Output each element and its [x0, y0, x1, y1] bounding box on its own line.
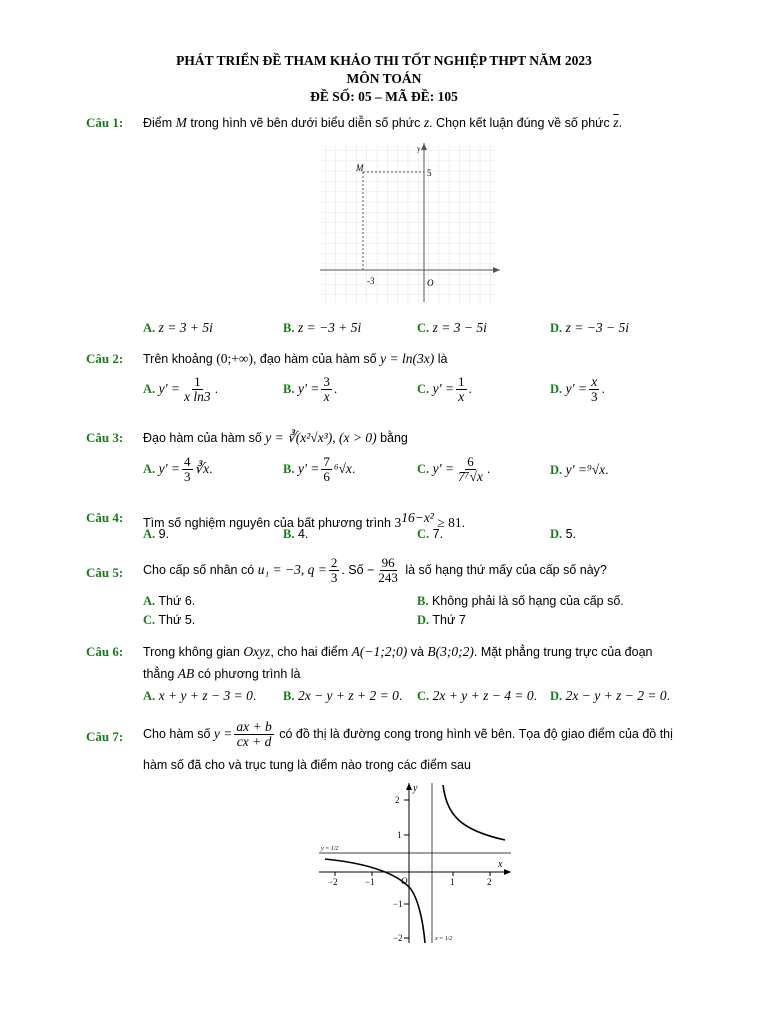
option-letter: A. — [143, 461, 156, 476]
q3-option-d[interactable]: D. y' =⁹√x. — [550, 462, 609, 477]
q7-x-tick-1: 1 — [450, 877, 455, 887]
q2-option-d[interactable]: D. y' = $\frac{x}{3}$ . — [550, 374, 605, 404]
q5-s-den: 243 — [378, 570, 398, 585]
option-letter: D. — [550, 381, 563, 396]
q2-option-b[interactable]: B. y' = $\frac{3}{x}$ . — [283, 374, 338, 404]
q5-s-num: 96 — [381, 555, 395, 570]
q7-origin-label: O — [401, 876, 408, 886]
q7-x-tick-2: 2 — [487, 877, 492, 887]
frac-num: 7 — [323, 454, 330, 469]
q6-option-b[interactable]: B. 2x − y + z + 2 = 0. — [283, 688, 403, 703]
q7-y-axis-label: y — [413, 783, 418, 794]
question-2-text — [143, 351, 447, 367]
frac-den: x — [458, 389, 465, 404]
option-letter: D. — [550, 527, 563, 541]
option-rest: ⁹√x — [587, 462, 606, 477]
frac-den: 6 — [323, 469, 330, 484]
q1-y-tick-5: 5 — [427, 168, 432, 178]
option-text: x + y + z − 3 = 0 — [158, 688, 253, 703]
frac-den: 3 — [184, 469, 191, 484]
option-text: Thứ 5. — [158, 613, 196, 627]
option-text: z = 3 + 5i — [158, 320, 213, 335]
q3-option-c[interactable]: C. y' = $\frac{6}{\text{7⁷√x}}$ . — [417, 454, 491, 484]
option-lhs: y' = — [432, 460, 455, 476]
q4-text-a: Tìm số nghiệm nguyên của bất phương trình — [143, 516, 391, 531]
q7-text-b: có đồ thị là đường cong trong hình vẽ bên. Tọa độ giao điểm của đồ thị — [279, 726, 673, 741]
q6-option-c[interactable]: C. 2x + y + z − 4 = 0. — [417, 688, 538, 703]
q4-option-d[interactable] — [550, 527, 576, 542]
q1-var-z: z — [423, 115, 430, 130]
q6-text-c: và — [410, 645, 424, 659]
q1-var-m: M — [175, 115, 187, 130]
question-7-label: Câu 7: — [86, 729, 124, 744]
option-letter: D. — [550, 321, 563, 335]
q6-text-f: có phương trình là — [197, 667, 301, 681]
frac-num: 3 — [323, 374, 330, 389]
option-text: 5. — [565, 527, 577, 541]
option-text: Không phải là số hạng của cấp số. — [431, 594, 624, 608]
option-letter: C. — [417, 321, 430, 335]
q4-ineq-exp: 16−x² — [401, 510, 434, 525]
option-text: z = −3 − 5i — [565, 320, 629, 335]
option-letter: B. — [283, 381, 295, 396]
option-letter: D. — [550, 463, 563, 477]
q5-q-num: 2 — [330, 555, 338, 570]
q5-q-den: 3 — [330, 570, 338, 585]
q1-text-c: . Chọn kết luận đúng về số phức — [429, 116, 610, 130]
option-letter: B. — [283, 321, 295, 335]
option-letter: B. — [283, 689, 295, 703]
q2-func: y = ln(3x) — [380, 351, 435, 366]
question-1-label: Câu 1: — [86, 115, 124, 130]
question-6-label: Câu 6: — [86, 644, 124, 659]
frac-num: 1 — [194, 374, 201, 389]
q6-point-a: A(−1;2;0) — [351, 644, 408, 659]
option-letter: A. — [143, 381, 156, 396]
frac-num: 6 — [467, 454, 474, 469]
q2-text-c: là — [437, 352, 448, 366]
q6-text-a: Trong không gian — [143, 645, 240, 659]
q7-figure — [315, 780, 515, 945]
question-3-label: Câu 3: — [86, 430, 124, 445]
option-letter: C. — [417, 527, 430, 541]
q5-option-c[interactable] — [143, 613, 195, 628]
option-rest: ∛x — [194, 460, 210, 476]
q7-den: cx + d — [236, 734, 272, 749]
question-4-text: Tìm số nghiệm nguyên của bất phương trình $3^{16-x^2} \ge 81$. — [143, 510, 466, 531]
q2-option-a[interactable]: A. y' = $\frac{1}{\text{x ln3}}$ . — [143, 374, 219, 404]
q1-option-a[interactable] — [143, 320, 213, 336]
q7-y-tick-neg2: −2 — [393, 933, 403, 943]
q7-x-tick-neg2: −2 — [328, 877, 338, 887]
q1-y-axis-label: y — [417, 145, 421, 153]
option-letter: A. — [143, 321, 156, 335]
q6-point-b: B(3;0;2) — [427, 644, 474, 659]
question-1-text: Điểm M trong hình vẽ bên dưới biểu diễn số phức z. Chọn kết luận đúng về số phức $\overline{z}$. — [143, 115, 623, 130]
question-7-text-line1 — [143, 720, 673, 749]
q4-option-b[interactable] — [283, 527, 308, 542]
option-letter: D. — [417, 613, 430, 627]
q4-ineq-rest: ≥ 81 — [437, 515, 462, 531]
q6-space: Oxyz — [243, 644, 271, 659]
option-lhs: y' = — [158, 380, 181, 396]
q1-option-b[interactable] — [283, 320, 361, 336]
q6-seg: AB — [177, 666, 195, 681]
q6-text-b: , cho hai điểm — [270, 645, 349, 659]
question-4-label: Câu 4: — [86, 510, 124, 525]
q1-origin-label: O — [427, 278, 434, 288]
q1-option-c[interactable] — [417, 320, 487, 336]
frac-num: 4 — [184, 454, 191, 469]
q6-text-d: . Mặt phẳng trung trực của đoạn — [473, 645, 653, 659]
option-lhs: y' = — [158, 460, 181, 476]
question-2-label: Câu 2: — [86, 351, 124, 366]
q3-text-a: Đạo hàm của hàm số — [143, 431, 262, 445]
q3-func: y = ∛(x²√x³), (x > 0) — [265, 430, 377, 445]
option-letter: B. — [283, 461, 295, 476]
question-5-text — [143, 556, 607, 585]
option-text: 4. — [297, 527, 309, 541]
option-lhs: y' = — [297, 380, 320, 396]
q5-text-b: . Số − — [341, 562, 375, 577]
exam-title: PHÁT TRIỂN ĐỀ THAM KHẢO THI TỐT NGHIỆP THPT NĂM 2023 — [176, 53, 592, 68]
question-6-text-line1 — [143, 644, 653, 660]
option-lhs: y' = — [565, 462, 588, 477]
q4-option-a[interactable] — [143, 527, 169, 542]
q6-option-d[interactable]: D. 2x − y + z − 2 = 0. — [550, 688, 671, 703]
q5-option-b[interactable] — [417, 594, 624, 609]
q2-interval: (0;+∞) — [216, 351, 253, 366]
frac-den: x ln3 — [184, 389, 211, 404]
option-text: z = −3 + 5i — [297, 320, 362, 335]
option-letter: C. — [417, 461, 430, 476]
q5-option-a[interactable] — [143, 594, 195, 609]
q5-option-d[interactable] — [417, 613, 466, 628]
option-rest: ⁶√x — [333, 460, 352, 476]
option-text: 7. — [432, 527, 444, 541]
option-lhs: y' = — [297, 460, 320, 476]
option-text: 2x − y + z + 2 = 0 — [297, 688, 399, 703]
option-text: 2x − y + z − 2 = 0 — [565, 688, 667, 703]
option-letter: C. — [417, 689, 430, 703]
q7-text-a: Cho hàm số — [143, 726, 211, 741]
q7-y-tick-1: 1 — [397, 830, 402, 840]
frac-num: 1 — [458, 374, 465, 389]
question-3-text — [143, 430, 408, 446]
frac-den: 3 — [591, 389, 598, 404]
q7-y-tick-neg1: −1 — [393, 899, 403, 909]
option-lhs: y' = — [432, 380, 455, 396]
question-6-text-line2 — [143, 666, 300, 682]
option-letter: C. — [417, 381, 430, 396]
q6-text-e: thẳng — [143, 667, 175, 681]
option-letter: A. — [143, 594, 156, 608]
q2-text-b: , đạo hàm của hàm số — [252, 352, 377, 366]
option-letter: B. — [417, 594, 429, 608]
q4-option-c[interactable] — [417, 527, 443, 542]
option-text: Thứ 6. — [158, 594, 196, 608]
q2-option-c[interactable]: C. y' = $\frac{1}{x}$ . — [417, 374, 472, 404]
q6-option-a[interactable]: A. x + y + z − 3 = 0. — [143, 688, 257, 703]
option-letter: B. — [283, 527, 295, 541]
q7-x-axis-label: x — [498, 859, 503, 870]
question-5-label: Câu 5: — [86, 565, 124, 580]
q7-horizontal-asymptote-label: y = 1/2 — [321, 846, 339, 852]
option-letter: C. — [143, 613, 156, 627]
q1-option-d[interactable] — [550, 320, 629, 336]
q1-figure — [315, 140, 515, 305]
option-letter: A. — [143, 689, 156, 703]
q1-x-tick-neg3: -3 — [367, 276, 375, 286]
q5-text-c: là số hạng thứ mấy của cấp số này? — [405, 562, 607, 577]
q7-x-tick-neg1: −1 — [365, 877, 375, 887]
frac-den: 7⁷√x — [458, 469, 483, 484]
q3-option-b[interactable]: B. y' = $\frac{7}{6}$ ⁶√x. — [283, 454, 356, 484]
frac-num: x — [591, 374, 598, 389]
option-text: Thứ 7 — [432, 613, 466, 627]
q3-text-b: bằng — [380, 431, 408, 445]
option-text: z = 3 − 5i — [432, 320, 487, 335]
frac-den: x — [323, 389, 330, 404]
q2-text-a: Trên khoảng — [143, 352, 213, 366]
option-text: 9. — [158, 527, 170, 541]
q3-option-a[interactable]: A. y' = $\frac{4}{3}$ ∛x. — [143, 454, 213, 484]
exam-subject: MÔN TOÁN — [346, 71, 422, 86]
option-letter: D. — [550, 689, 563, 703]
option-text: 2x + y + z − 4 = 0 — [432, 688, 534, 703]
q1-text-b: trong hình vẽ bên dưới biểu diễn số phức — [190, 116, 421, 130]
q7-num: ax + b — [236, 719, 272, 734]
q7-lhs: y = — [213, 725, 233, 741]
q1-point-m-label: M — [356, 163, 364, 173]
q1-text-a: Điểm — [143, 116, 173, 130]
q7-vertical-asymptote-label: x = 1/2 — [435, 936, 453, 942]
exam-code: ĐỀ SỐ: 05 – MÃ ĐỀ: 105 — [310, 89, 458, 104]
question-7-text-line2: hàm số đã cho và trục tung là điểm nào trong các điểm sau — [143, 758, 471, 772]
q1-var-zbar: $\overline{z}$ — [613, 115, 619, 130]
q5-text-a: Cho cấp số nhân có — [143, 562, 255, 577]
option-lhs: y' = — [565, 380, 588, 396]
q5-u1: u₁ = −3, q = — [257, 561, 327, 577]
q4-ineq-base: 3 — [394, 515, 402, 531]
option-letter: A. — [143, 527, 156, 541]
q7-y-tick-2: 2 — [395, 795, 400, 805]
